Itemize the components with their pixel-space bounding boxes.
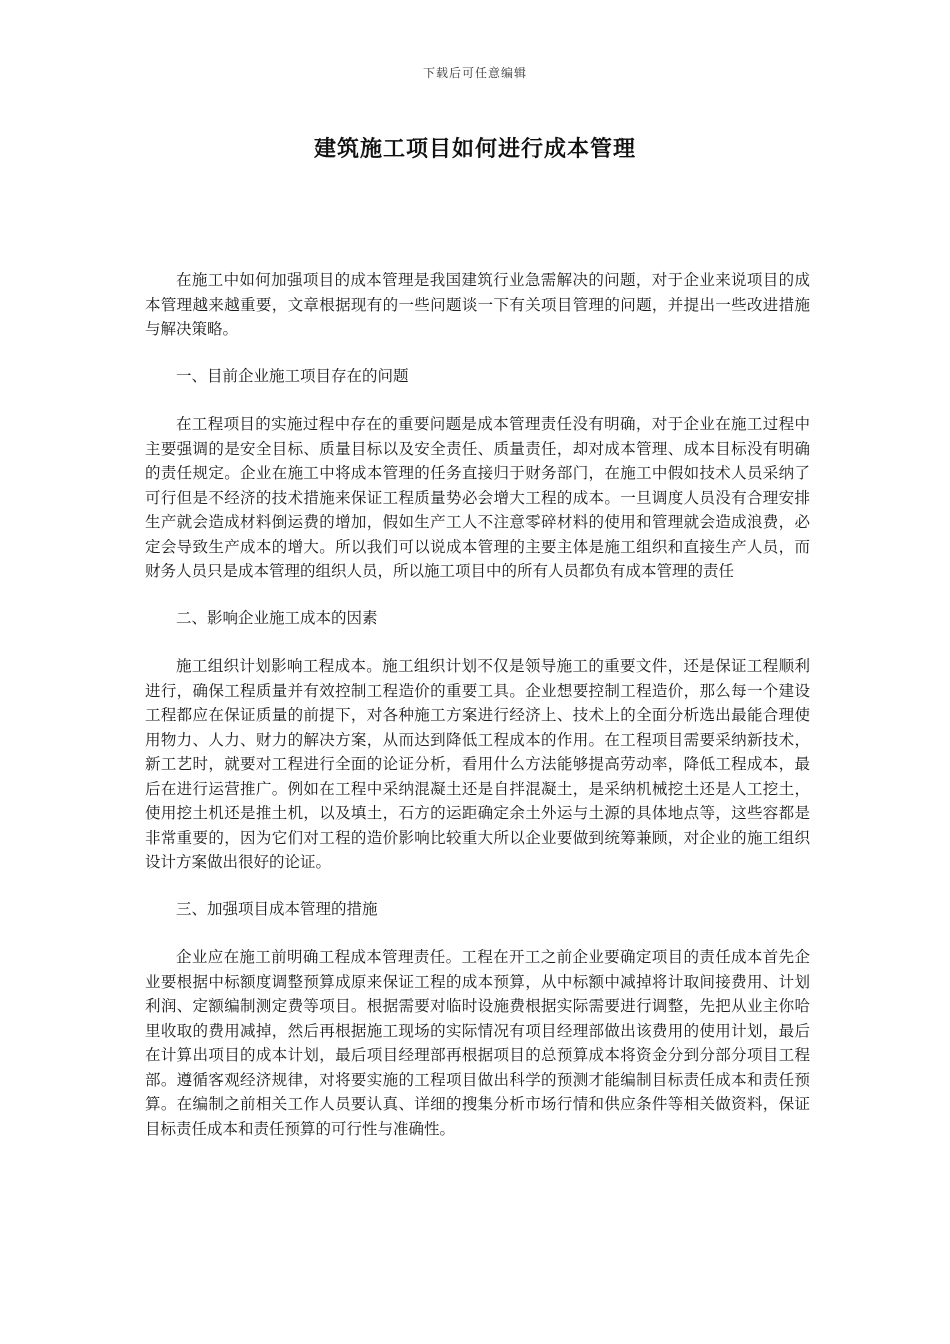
document-title: 建筑施工项目如何进行成本管理 xyxy=(313,136,636,162)
document-body xyxy=(145,268,810,1141)
header-note: 下载后可任意编辑 xyxy=(422,66,527,80)
section-3-body: 企业应在施工前明确工程成本管理责任。工程在开工之前企业要确定项目的责任成本首先企业要根据中标额度调整预算成原来保证工程的成本预算，从中标额中减掉将计取间接费用、计划利润、定额编制测定费等项目。根据需要对临时设施费根据实际需要进行调整，先把从业主你哈里收取的费用减掉，然后再根据施工现场的实际情况有项目经理部做出该费用的使用计划，最后在计算出项目的成本计划，最后项目经理部再根据项目的总预算成本将资金分到分部分项目工程部。遵循客观经济规律，对将要实施的工程项目做出科学的预测才能编制目标责任成本和责任预算。在编制之前相关工作人员要认真、详细的搜集分析市场行情和供应条件等相关做资料，保证目标责任成本和责任预算的可行性与准确性。 xyxy=(145,948,810,1138)
section-1-heading: 一、目前企业施工项目存在的问题 xyxy=(176,366,409,385)
section-1-body: 在工程项目的实施过程中存在的重要问题是成本管理责任没有明确，对于企业在施工过程中主要强调的是安全目标、质量目标以及安全责任、质量责任，却对成本管理、成本目标没有明确的责任规定。企业在施工中将成本管理的任务直接归于财务部门，在施工中假如技术人员采纳了可行但是不经济的技术措施来保证工程质量势必会增大工程的成本。一旦调度人员没有合理安排生产就会造成材料倒运费的增加，假如生产工人不注意零碎材料的使用和管理就会造成浪费，必定会导致生产成本的增大。所以我们可以说成本管理的主要主体是施工组织和直接生产人员，而财务人员只是成本管理的组织人员，所以施工项目中的所有人员都负有成本管理的责任 xyxy=(145,415,810,580)
intro-paragraph: 在施工中如何加强项目的成本管理是我国建筑行业急需解决的问题，对于企业来说项目的成本管理越来越重要，文章根据现有的一些问题谈一下有关项目管理的问题，并提出一些改进措施与解决策略。 xyxy=(145,271,810,338)
section-3-heading: 三、加强项目成本管理的措施 xyxy=(176,899,378,918)
section-2-heading: 二、影响企业施工成本的因素 xyxy=(176,608,378,627)
section-2-body: 施工组织计划影响工程成本。施工组织计划不仅是领导施工的重要文件，还是保证工程顺利进行，确保工程质量并有效控制工程造价的重要工具。企业想要控制工程造价，那么每一个建设工程都应在保证质量的前提下，对各种施工方案进行经济上、技术上的全面分析选出最能合理使用物力、人力、财力的解决方案，从而达到降低工程成本的作用。在工程项目需要采纳新技术，新工艺时，就要对工程进行全面的论证分析，看用什么方法能够提高劳动率，降低工程成本，最后在进行运营推广。例如在工程中采纳混凝土还是自拌混凝土，是采纳机械挖土还是人工挖土，使用挖土机还是推土机，以及填土，石方的运距确定余土外运与土源的具体地点等，这些容都是非常重要的，因为它们对工程的造价影响比较重大所以企业要做到统筹兼顾，对企业的施工组织设计方案做出很好的论证。 xyxy=(145,657,810,871)
